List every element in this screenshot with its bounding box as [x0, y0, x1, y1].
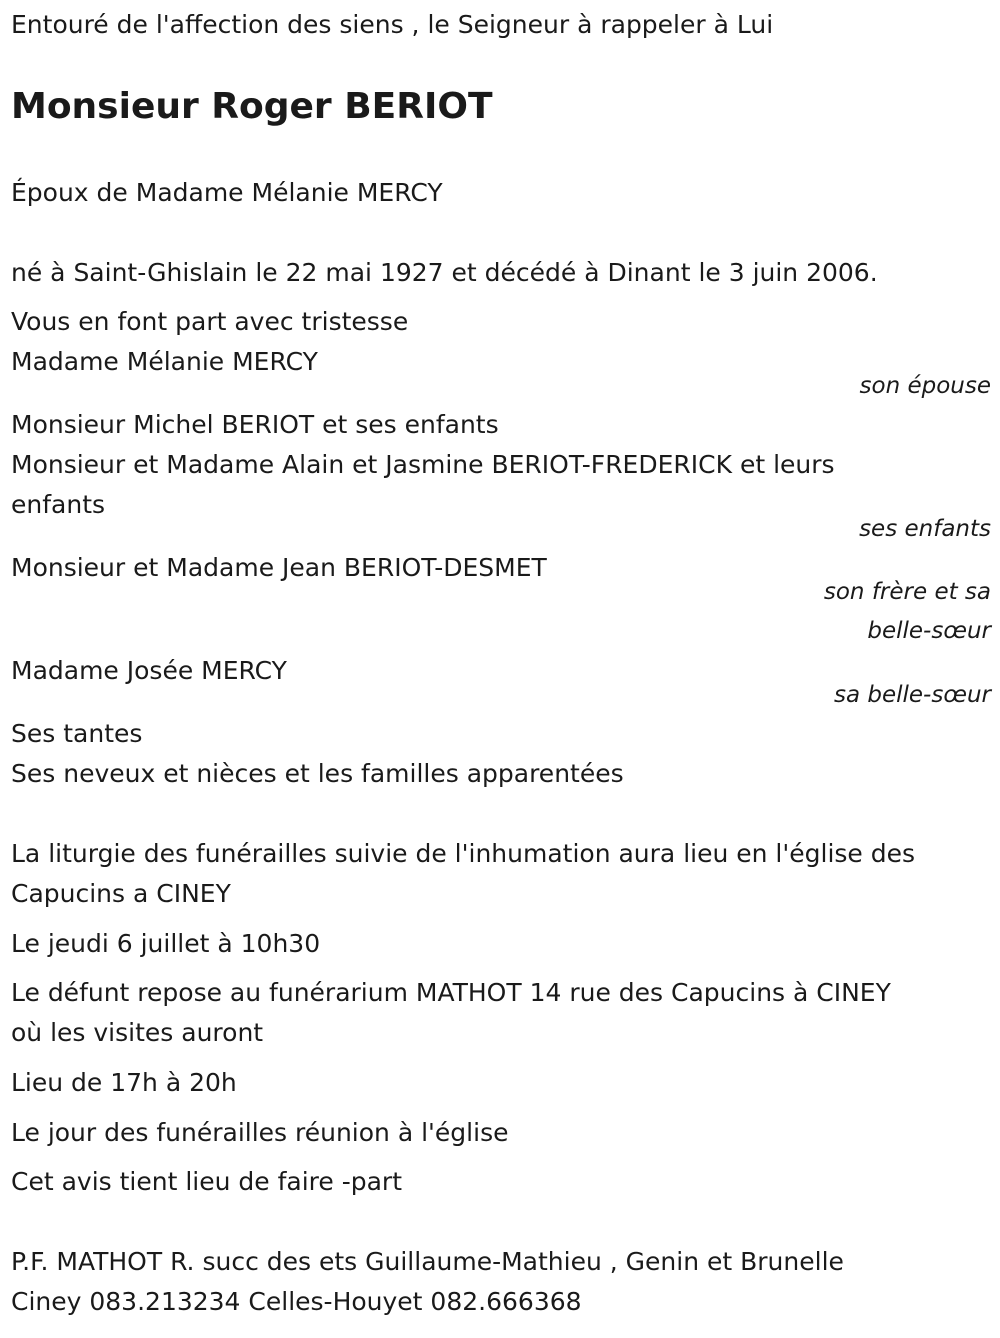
intro-text: Entouré de l'affection des siens , le Seigneur à rappeler à Lui	[11, 10, 774, 39]
date-time-line: Le jeudi 6 juillet à 10h30	[11, 929, 321, 958]
rests-line1: Le défunt repose au funérarium MATHOT 14 rue des Capucins à CINEY	[11, 978, 891, 1007]
rests-line2: où les visites auront	[11, 1018, 264, 1047]
family-name-sister-in-law: Madame Josée MERCY	[11, 656, 287, 685]
liturgy-line2: Capucins a CINEY	[11, 879, 231, 908]
others-nephews: Ses neveux et nièces et les familles apparentées	[11, 759, 624, 788]
meeting-line: Le jour des funérailles réunion à l'église	[11, 1118, 509, 1147]
deceased-name: Monsieur Roger BERIOT	[11, 86, 493, 127]
family-name-spouse: Madame Mélanie MERCY	[11, 347, 318, 376]
liturgy-line1: La liturgie des funérailles suivie de l'inhumation aura lieu en l'église des	[11, 839, 916, 868]
family-name-son-michel: Monsieur Michel BERIOT et ses enfants	[11, 410, 499, 439]
role-sister-in-law: sa belle-sœur	[833, 682, 991, 708]
family-name-brother: Monsieur et Madame Jean BERIOT-DESMET	[11, 553, 547, 582]
spouse-line: Époux de Madame Mélanie MERCY	[11, 178, 443, 207]
birth-death-line: né à Saint-Ghislain le 22 mai 1927 et décédé à Dinant le 3 juin 2006.	[11, 258, 878, 287]
role-brother-line1: son frère et sa	[823, 579, 991, 605]
role-spouse: son épouse	[859, 373, 991, 399]
family-name-children-cont: enfants	[11, 490, 106, 519]
funeral-home-line1: P.F. MATHOT R. succ des ets Guillaume-Mathieu , Genin et Brunelle	[11, 1247, 844, 1276]
role-children: ses enfants	[859, 516, 991, 542]
others-aunts: Ses tantes	[11, 719, 143, 748]
role-brother-line2: belle-sœur	[867, 618, 991, 644]
family-name-son-alain: Monsieur et Madame Alain et Jasmine BERIOT-FREDERICK et leurs	[11, 450, 835, 479]
visit-hours-line: Lieu de 17h à 20h	[11, 1068, 237, 1097]
notice-line: Cet avis tient lieu de faire -part	[11, 1167, 403, 1196]
announce-line: Vous en font part avec tristesse	[11, 307, 409, 336]
funeral-home-line2: Ciney 083.213234 Celles-Houyet 082.666368	[11, 1287, 582, 1316]
